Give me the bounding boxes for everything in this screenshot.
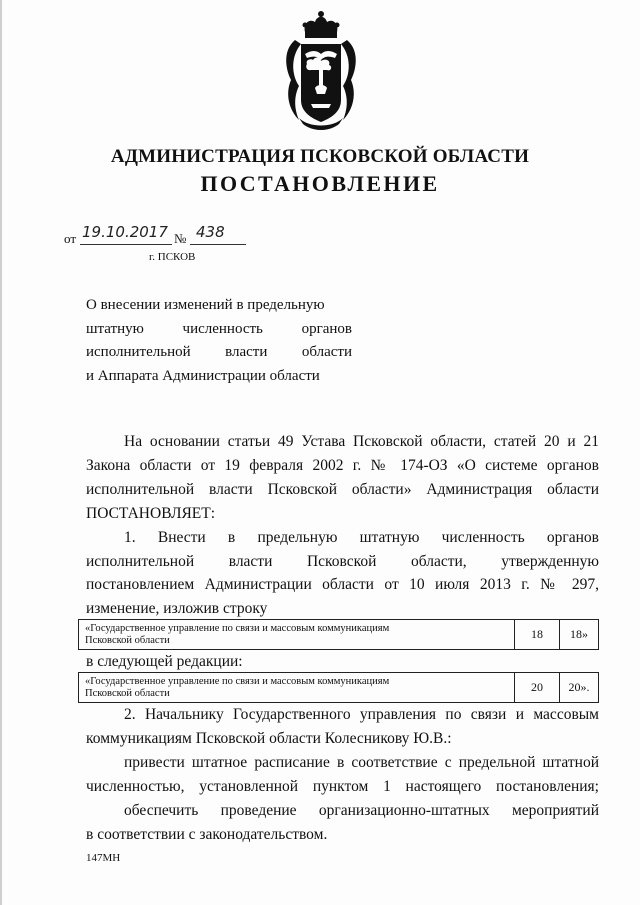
table-cell-name xyxy=(79,673,515,702)
date-underline xyxy=(80,244,172,245)
item-2-line: обеспечить проведение организационно-штатных мероприятий xyxy=(124,802,599,819)
table-cell-name-line: Псковской области xyxy=(85,635,170,646)
document-title xyxy=(86,294,352,388)
table-cell-value: 18» xyxy=(570,627,588,641)
table-cell-value: 20 xyxy=(515,673,560,702)
preamble-line: Закона области от 19 февраля 2002 г. № 174-ОЗ «О системе органов xyxy=(86,457,599,474)
table-cell-name-line: Псковской области xyxy=(85,688,170,699)
table-row-old xyxy=(78,619,599,650)
number-underline xyxy=(190,244,246,245)
document-type: ПОСТАНОВЛЕНИЕ xyxy=(200,171,440,196)
between-tables-text: в следующей редакции: xyxy=(86,653,243,670)
title-line: исполнительной власти области xyxy=(86,344,352,360)
item-1-line: постановлением Администрации области от 10 июля 2013 г. № 297, xyxy=(86,576,599,593)
table-cell-name-line: «Государственное управление по связи и массовым коммуникациям xyxy=(85,676,390,687)
coat-of-arms-icon xyxy=(281,10,361,132)
date-label: от xyxy=(64,231,77,246)
item-2-line: численностью, установленной пунктом 1 настоящего постановления; xyxy=(86,778,599,795)
title-line: и Аппарата Администрации области xyxy=(86,367,320,384)
preamble-line: исполнительной власти Псковской области» Администрация области xyxy=(86,481,599,498)
number-label: № xyxy=(174,231,187,246)
preamble-line: На основании статьи 49 Устава Псковской области, статей 20 и 21 xyxy=(124,433,599,450)
item-1-line: изменение, изложив строку xyxy=(86,599,268,617)
item-2 xyxy=(86,703,599,847)
page-edge xyxy=(0,0,2,905)
footer-code: 147МН xyxy=(86,852,121,864)
item-1-line: 1. Внести в предельную штатную численность органов xyxy=(124,529,599,546)
item-2-line: коммуникациям Псковской области Колесникову Ю.В.: xyxy=(86,730,452,747)
preamble xyxy=(86,430,599,526)
city: г. ПСКОВ xyxy=(149,251,196,263)
between-tables xyxy=(86,651,599,673)
table-cell-name-line: «Государственное управление по связи и массовым коммуникациям xyxy=(85,623,390,634)
title-line: О внесении изменений в предельную xyxy=(86,297,325,313)
table-row-new xyxy=(78,672,599,703)
table-cell-value: 20». xyxy=(568,680,590,694)
item-2-line: 2. Начальнику Государственного управления по связи и массовым xyxy=(124,706,599,723)
table-cell-value: 18 xyxy=(515,620,560,649)
item-1 xyxy=(86,526,599,620)
item-2-line: в соответствии с законодательством. xyxy=(86,826,328,843)
item-2-line: привести штатное расписание в соответствие с предельной штатной xyxy=(124,754,599,771)
date-value: 19.10.2017 xyxy=(82,223,168,241)
title-line: штатную численность органов xyxy=(86,320,352,337)
item-1-line: исполнительной власти Псковской области, утвержденную xyxy=(86,552,599,570)
number-value: 438 xyxy=(196,223,225,241)
preamble-line: ПОСТАНОВЛЯЕТ: xyxy=(86,505,216,522)
table-cell-name xyxy=(79,620,515,649)
organization-name: АДМИНИСТРАЦИЯ ПСКОВСКОЙ ОБЛАСТИ xyxy=(110,146,530,167)
